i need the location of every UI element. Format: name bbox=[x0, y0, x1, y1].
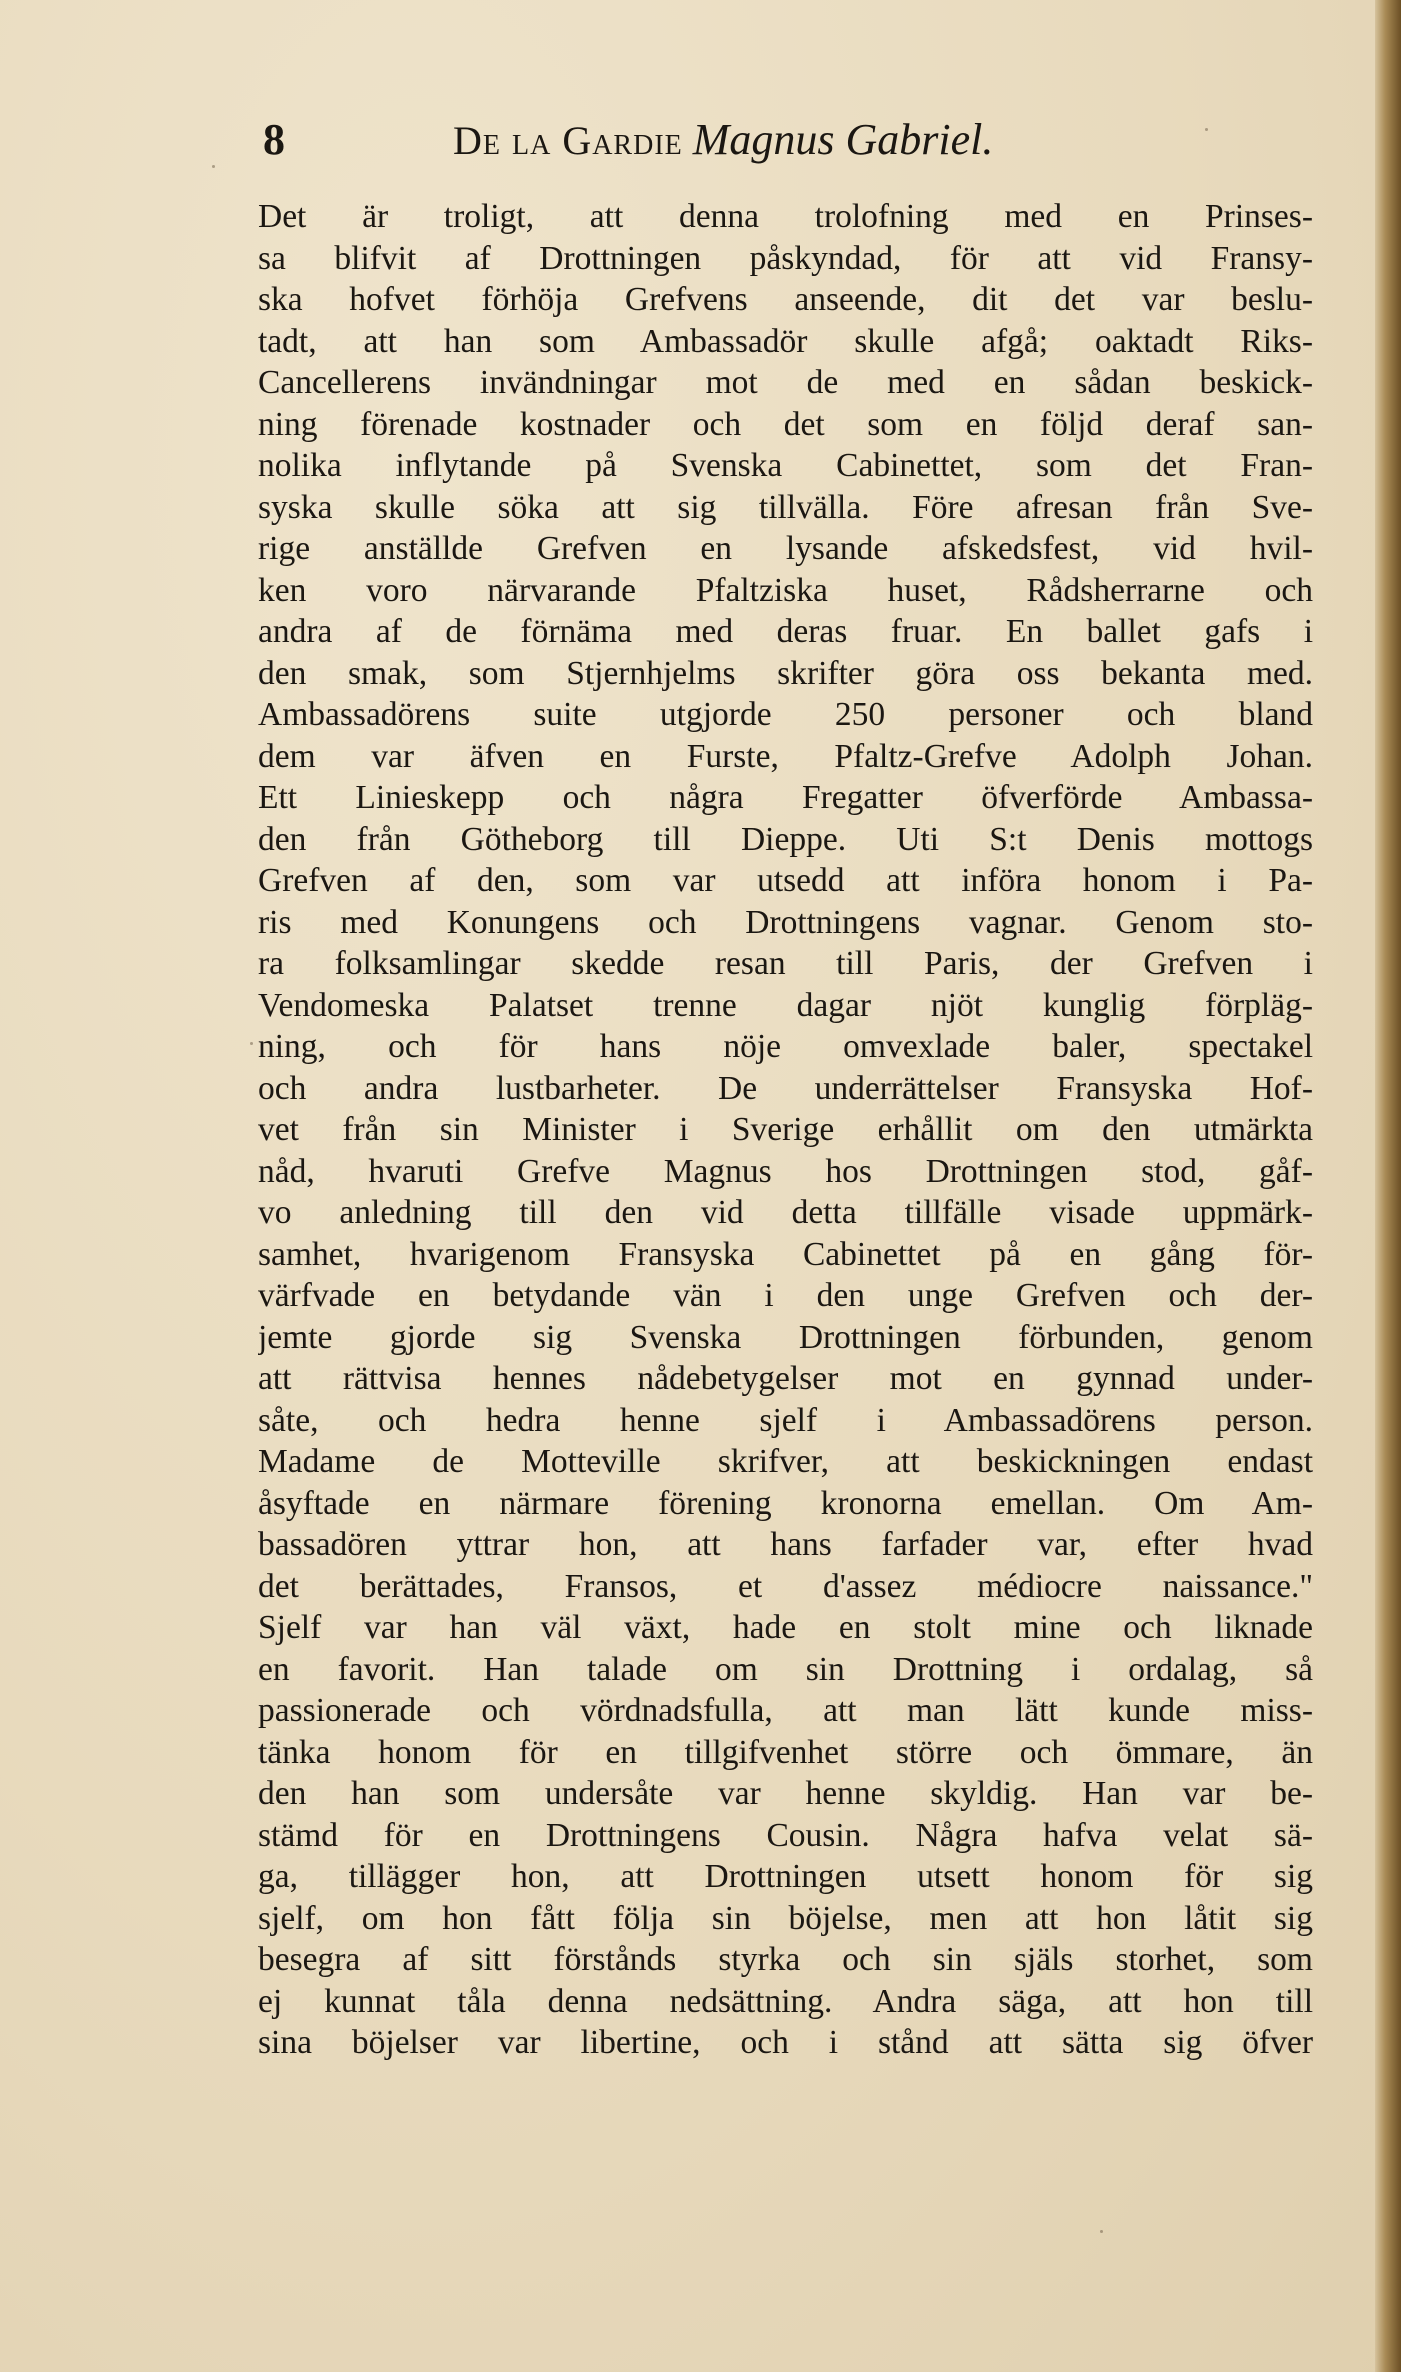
running-title bbox=[453, 108, 993, 182]
text-line: sjelf, om hon fått följa sin böjelse, men att hon låtit sig bbox=[258, 1899, 1313, 1937]
text-line: Cancellerens invändningar mot de med en sådan beskick- bbox=[258, 364, 1313, 401]
text-line: Sjelf var han väl växt, hade en stolt mine och liknade bbox=[258, 1609, 1313, 1646]
text-line: samhet, hvarigenom Fransyska Cabinettet på en gång för- bbox=[258, 1235, 1313, 1273]
text-line: en favorit. Han talade om sin Drottning i ordalag, så bbox=[258, 1650, 1313, 1688]
text-line: ning, och för hans nöje omvexlade baler, spectakel bbox=[258, 1028, 1313, 1065]
text-line: passionerade och vördnadsfulla, att man lätt kunde miss- bbox=[258, 1692, 1313, 1729]
text-line: och andra lustbarheter. De underrättelser Fransyska Hof- bbox=[258, 1069, 1313, 1107]
text-line: ris med Konungens och Drottningens vagnar. Genom sto- bbox=[258, 903, 1313, 941]
text-line: ken voro närvarande Pfaltziska huset, Rådsherrarne och bbox=[258, 571, 1313, 609]
text-line: dem var äfven en Furste, Pfaltz-Grefve Adolph Johan. bbox=[258, 737, 1313, 775]
text-line: värfvade en betydande vän i den unge Grefven och der- bbox=[258, 1277, 1313, 1314]
text-line: vo anledning till den vid detta tillfälle visade uppmärk- bbox=[258, 1194, 1313, 1231]
text-line: ning förenade kostnader och det som en följd deraf san- bbox=[258, 405, 1313, 443]
text-line: nåd, hvaruti Grefve Magnus hos Drottningen stod, gåf- bbox=[258, 1152, 1313, 1190]
text-line: stämd för en Drottningens Cousin. Några hafva velat sä- bbox=[258, 1816, 1313, 1854]
paper-speck bbox=[250, 1042, 253, 1045]
text-line: vet från sin Minister i Sverige erhållit om den utmärkta bbox=[258, 1111, 1313, 1148]
binding-edge bbox=[1375, 0, 1401, 2372]
text-line: den han som undersåte var henne skyldig. Han var be- bbox=[258, 1775, 1313, 1812]
text-line: åsyftade en närmare förening kronorna emellan. Om Am- bbox=[258, 1484, 1313, 1522]
text-line: sa blifvit af Drottningen påskyndad, för att vid Fransy- bbox=[258, 239, 1313, 277]
text-line: den från Götheborg till Dieppe. Uti S:t Denis mottogs bbox=[258, 820, 1313, 858]
text-line: såte, och hedra henne sjelf i Ambassadörens person. bbox=[258, 1401, 1313, 1439]
text-line: ga, tillägger hon, att Drottningen utsett honom för sig bbox=[258, 1858, 1313, 1895]
text-line: Grefven af den, som var utsedd att införa honom i Pa- bbox=[258, 862, 1313, 899]
text-line: den smak, som Stjernhjelms skrifter göra oss bekanta med. bbox=[258, 654, 1313, 692]
page-header bbox=[263, 108, 1163, 172]
running-title-given-names: Magnus Gabriel. bbox=[692, 115, 994, 164]
text-line: Vendomeska Palatset trenne dagar njöt kunglig förpläg- bbox=[258, 986, 1313, 1024]
text-line: besegra af sitt förstånds styrka och sin själs storhet, som bbox=[258, 1941, 1313, 1978]
text-line: Ambassadörens suite utgjorde 250 personer och bland bbox=[258, 696, 1313, 733]
text-line: jemte gjorde sig Svenska Drottningen förbunden, genom bbox=[258, 1318, 1313, 1356]
body-text bbox=[258, 196, 1313, 2064]
text-line: det berättades, Fransos, et d'assez médiocre naissance." bbox=[258, 1567, 1313, 1605]
text-line: nolika inflytande på Svenska Cabinettet, som det Fran- bbox=[258, 447, 1313, 484]
text-line: rige anställde Grefven en lysande afskedsfest, vid hvil- bbox=[258, 530, 1313, 567]
text-line: ej kunnat tåla denna nedsättning. Andra säga, att hon till bbox=[258, 1982, 1313, 2020]
paper-speck bbox=[212, 165, 215, 168]
text-line: Madame de Motteville skrifver, att beskickningen endast bbox=[258, 1443, 1313, 1480]
text-line: Ett Linieskepp och några Fregatter öfverförde Ambassa- bbox=[258, 779, 1313, 816]
text-line: andra af de förnäma med deras fruar. En ballet gafs i bbox=[258, 613, 1313, 650]
text-line: att rättvisa hennes nådebetygelser mot en gynnad under- bbox=[258, 1360, 1313, 1397]
paper-speck bbox=[1205, 128, 1208, 131]
text-line: Det är troligt, att denna trolofning med en Prinses- bbox=[258, 198, 1313, 235]
running-title-surname: De la Gardie bbox=[453, 118, 683, 163]
text-line: sina böjelser var libertine, och i stånd att sätta sig öfver bbox=[258, 2024, 1313, 2061]
text-line: bassadören yttrar hon, att hans farfader var, efter hvad bbox=[258, 1526, 1313, 1563]
page-number: 8 bbox=[263, 115, 285, 164]
text-line: tänka honom för en tillgifvenhet större och ömmare, än bbox=[258, 1733, 1313, 1771]
text-line: tadt, att han som Ambassadör skulle afgå; oaktadt Riks- bbox=[258, 322, 1313, 360]
text-line: ra folksamlingar skedde resan till Paris, der Grefven i bbox=[258, 945, 1313, 982]
paper-speck bbox=[1100, 2230, 1103, 2233]
text-line: syska skulle söka att sig tillvälla. Före afresan från Sve- bbox=[258, 488, 1313, 526]
text-line: ska hofvet förhöja Grefvens anseende, dit det var beslu- bbox=[258, 281, 1313, 318]
